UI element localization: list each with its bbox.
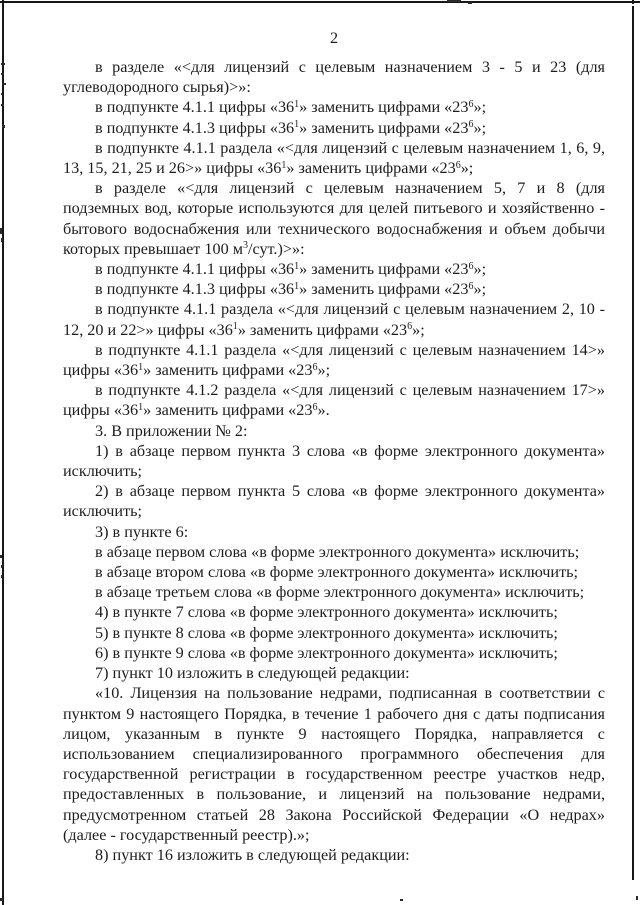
scan-speck xyxy=(2,83,6,85)
superscript: 1 xyxy=(138,401,144,413)
superscript: 6 xyxy=(312,401,318,413)
paragraph: в разделе «<для лицензий с целевым назначением 5, 7 и 8 (для подземных вод, которые используются для целей питьевого и хозяйственно - бытового водоснабжения или технического водоснабжения и объем добычи которых превышает 100 $м^3/сут.)>$»: xyxy=(63,179,605,258)
paragraph: 3. В приложении № 2: xyxy=(95,421,248,440)
paragraph: 5) в пункте 8 слова «в форме электронного документа» исключить; xyxy=(95,623,558,642)
paragraph: в подпункте 4.1.3 цифры «$36^1$» заменить цифрами «$23^6$»; xyxy=(95,280,487,299)
scan-border-left xyxy=(2,0,4,905)
paragraph: в подпункте 4.1.1 раздела «<для лицензий с целевым назначением 2, 10 - 12, 20 и 22>» цифры «$36^1$» заменить цифрами «$23^6$»; xyxy=(63,300,605,339)
superscript: 1 xyxy=(281,159,287,171)
superscript: 3 xyxy=(242,240,248,252)
paragraph: 6) в пункте 9 слова «в форме электронного документа» исключить; xyxy=(95,643,558,662)
scan-speck xyxy=(0,228,2,234)
superscript: 1 xyxy=(294,119,300,131)
superscript: 6 xyxy=(455,159,461,171)
scan-speck xyxy=(1,63,5,65)
superscript: 6 xyxy=(468,119,474,131)
scan-speck xyxy=(0,898,3,901)
scan-speck xyxy=(447,0,461,2)
paragraph: 1) в абзаце первом пункта 3 слова «в форме электронного документа» исключить; xyxy=(63,441,605,481)
superscript: 6 xyxy=(407,321,413,333)
scan-speck xyxy=(400,899,403,901)
scan-border-top xyxy=(0,1,640,3)
scan-speck xyxy=(2,125,5,128)
paragraph: 8) пункт 16 изложить в следующей редакции: xyxy=(95,845,410,864)
scan-speck xyxy=(636,896,638,900)
superscript: 1 xyxy=(232,321,238,333)
scan-border-right xyxy=(632,6,634,880)
paragraph: в подпункте 4.1.1 цифры «$36^1$» заменить цифрами «$23^6$»; xyxy=(95,260,487,279)
paragraph: в подпункте 4.1.1 раздела «<для лицензий с целевым назначением 14>» цифры «$36^1$» заменить цифрами «$23^6$»; xyxy=(63,340,605,380)
scan-speck xyxy=(1,93,3,95)
paragraph: в абзаце первом слова «в форме электронного документа» исключить; xyxy=(95,542,580,561)
scan-speck xyxy=(1,565,3,568)
paragraph: 4) в пункте 7 слова «в форме электронного документа» исключить; xyxy=(95,603,558,622)
page-number: 2 xyxy=(329,29,339,47)
scan-speck xyxy=(1,238,3,242)
superscript: 1 xyxy=(294,280,300,292)
paragraph: в разделе «<для лицензий с целевым назначением 3 - 5 и 23 (для углеводородного сырья)>»: xyxy=(63,58,605,97)
scan-speck xyxy=(468,2,472,4)
scan-speck xyxy=(1,575,3,578)
scan-border-right-dash xyxy=(632,0,634,4)
paragraph: в подпункте 4.1.1 цифры «$36^1$» заменить цифрами «$23^6$»; xyxy=(95,98,487,117)
superscript: 6 xyxy=(468,260,474,272)
paragraph: в подпункте 4.1.2 раздела «<для лицензий с целевым назначением 17>» цифры «$36^1$» заменить цифрами «$23^6$». xyxy=(63,381,605,420)
scan-speck xyxy=(1,73,4,75)
paragraph: 7) пункт 10 изложить в следующей редакции: xyxy=(95,664,410,683)
superscript: 6 xyxy=(468,98,474,110)
paragraph: 3) в пункте 6: xyxy=(95,522,189,541)
superscript: 1 xyxy=(138,361,144,373)
scan-speck xyxy=(0,555,2,558)
paragraph: в подпункте 4.1.3 цифры «$36^1$» заменить цифрами «$23^6$»; xyxy=(95,118,487,137)
paragraph: в подпункте 4.1.1 раздела «<для лицензий с целевым назначением 1, 6, 9, 13, 15, 21, 25 и 26>» цифры «$36^1$» заменить цифрами «$23^6$»; xyxy=(63,138,605,178)
scan-speck xyxy=(1,104,4,106)
document-body xyxy=(63,57,605,865)
superscript: 1 xyxy=(294,98,300,110)
paragraph: в абзаце втором слова «в форме электронного документа» исключить; xyxy=(95,563,579,582)
superscript: 1 xyxy=(294,260,300,272)
paragraph: «10. Лицензия на пользование недрами, подписанная в соответствии с пунктом 9 настоящего Порядка, в течение 1 рабочего дня с даты подписания лицом, указанным в пункте 9 настоящего Порядка, направляется с использованием специализированного программного обеспечения для государственной регистрации в государственном реестре участков недр, предоставленных в пользование, и лицензий на пользование недрами, предусмотренном статьей 28 Закона Российской Федерации «О недрах» (далее - государственный реестр).»; xyxy=(63,684,605,844)
paragraph: 2) в абзаце первом пункта 5 слова «в форме электронного документа» исключить; xyxy=(63,482,605,521)
superscript: 6 xyxy=(312,361,318,373)
paragraph: в абзаце третьем слова «в форме электронного документа» исключить; xyxy=(95,583,585,602)
superscript: 6 xyxy=(468,280,474,292)
